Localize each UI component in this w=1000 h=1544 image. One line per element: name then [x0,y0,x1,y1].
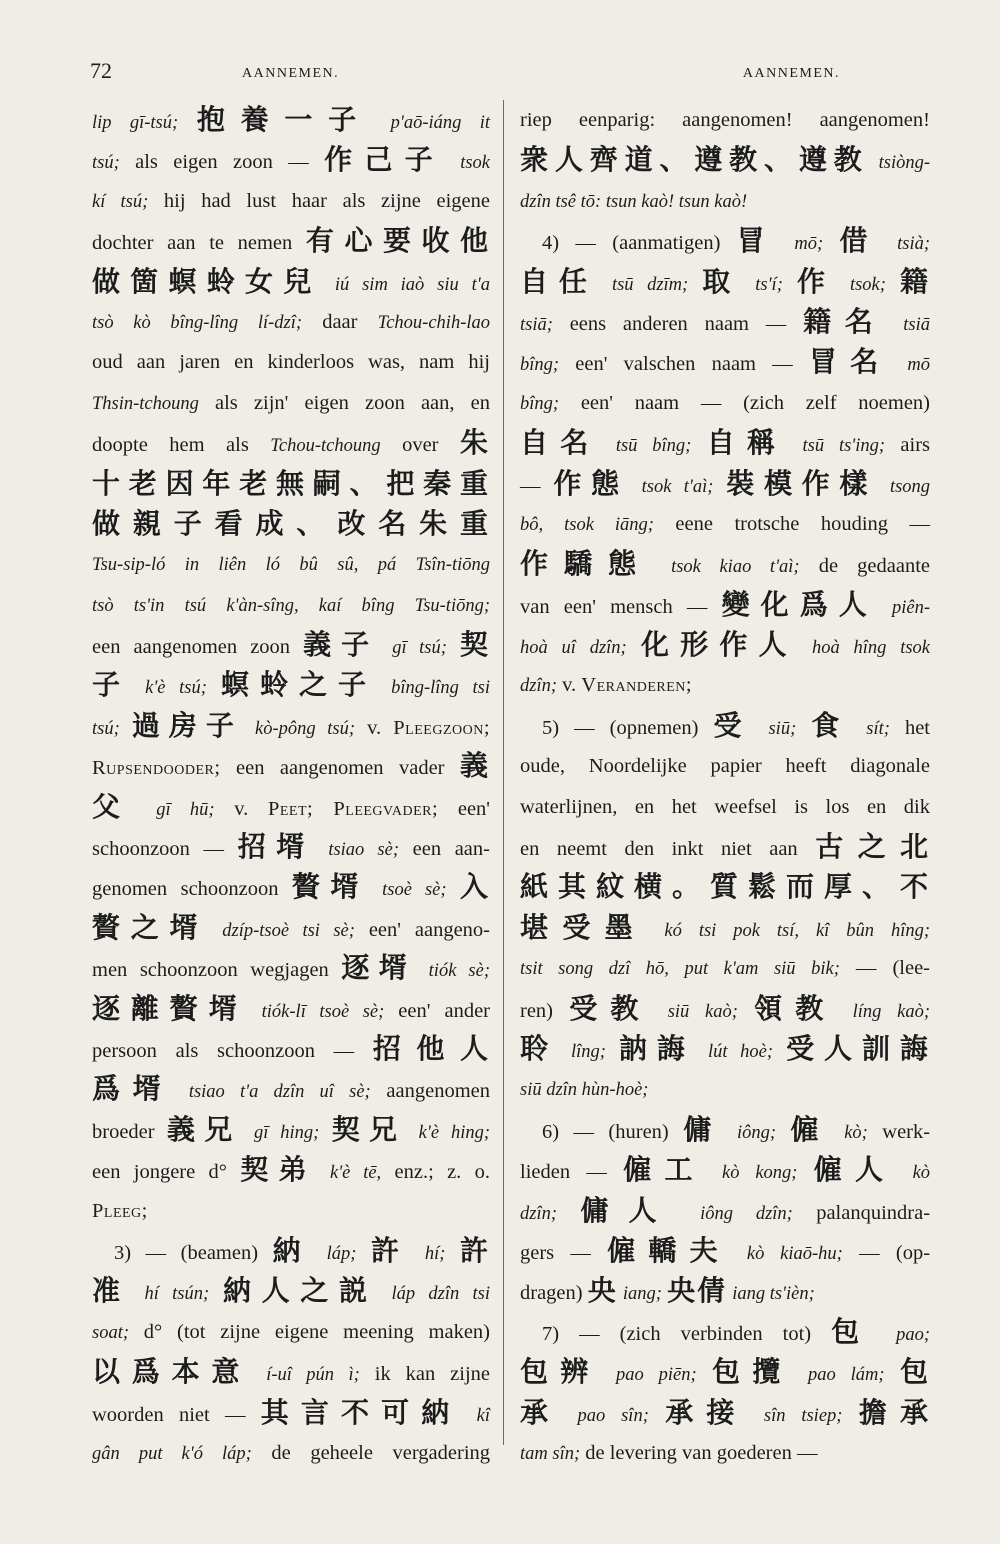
romanization: tsū bîng; [615,436,692,457]
romanization: hí tsún; [144,1284,210,1305]
chinese-characters: 父 [92,789,137,823]
chinese-characters: 准 [92,1274,131,1308]
dutch-text: eens anderen naam — [569,312,787,335]
chinese-characters: 自稱 [706,426,788,460]
text-line [520,706,930,746]
chinese-characters: 堪受墨 [520,910,647,944]
romanization: lîng; [571,1041,606,1062]
romanization: pao; [896,1324,930,1345]
text-line [92,989,490,1029]
text-line [520,1312,930,1352]
dutch-text: een aangenomen vader [236,757,445,780]
text-line [92,1352,490,1392]
dutch-text: een' valschen naam — [575,353,793,376]
text-line [520,1110,930,1150]
chinese-characters: 食 [811,708,852,742]
dutch-text: d° (tot zijne eigene meening maken) [143,1320,490,1343]
dutch-text: de levering van goederen — [585,1441,818,1464]
romanization: mō; [794,234,824,255]
chinese-characters: 螟蛉之子 [221,668,377,702]
text-line [520,746,930,786]
dutch-text: airs [900,434,931,457]
text-line [92,908,490,948]
cross-reference: Rupsendooder; [92,757,221,780]
dutch-text: een' [457,797,490,820]
romanization: pao piēn; [615,1365,697,1386]
romanization: iông; [736,1122,777,1143]
chinese-characters: 抱養一子 [196,103,372,136]
chinese-characters: 僱工 [623,1153,706,1187]
chinese-characters: 僱轎夫 [607,1233,731,1267]
text-line [520,1191,930,1231]
romanization: dzíp-tsoè tsi sè; [222,920,355,941]
text-line [92,1191,490,1231]
romanization: láp; [326,1243,357,1264]
dutch-text: de geheele vergadering [271,1441,491,1464]
romanization: dzîn tsê tō: tsun kaò! tsun kaò! [520,191,748,212]
dutch-text: dragen) [520,1282,583,1305]
chinese-characters: 傭人 [580,1193,677,1227]
chinese-characters: 包 [831,1314,877,1348]
romanization: Tchou-chih-lao [377,312,490,333]
chinese-characters: 籍 [899,264,930,298]
romanization: piên- [892,597,931,618]
romanization: iang ts'ièn; [732,1284,815,1305]
romanization: Tchou-tchoung [270,436,381,457]
romanization: iang; [622,1284,662,1305]
page-header [90,58,930,88]
text-line [520,1150,930,1190]
romanization: Thsin-tchoung [92,393,199,414]
chinese-characters: 受 [713,708,754,742]
romanization: pao lám; [808,1365,885,1386]
text-line [92,1231,490,1271]
chinese-characters: 逐離贅壻 [92,991,248,1025]
romanization: kò-pông tsú; [254,718,355,739]
dutch-text: palanquindra- [816,1201,931,1224]
dutch-text: gers — [520,1241,591,1264]
chinese-characters: 作態 [553,466,629,500]
chinese-characters: 有心要收他 [305,224,490,258]
text-line [520,787,930,827]
romanization: tsok t'aì; [641,476,714,497]
dutch-text: 5) — (opnemen) [542,716,699,739]
romanization: kî [476,1405,491,1426]
chinese-characters: 贅之壻 [92,910,209,944]
dutch-text: ren) [520,999,554,1022]
romanization: tsiòng- [878,153,930,174]
text-line [92,665,490,705]
text-line [92,827,490,867]
romanization: bîng; [520,355,560,376]
chinese-characters: 僱人 [813,1153,897,1187]
text-line [520,1393,930,1433]
dutch-text: eene trotsche houding — [675,512,930,535]
dutch-text: woorden niet — [92,1403,246,1426]
romanization: gī hing; [253,1122,320,1143]
romanization: tam sîn; [520,1443,581,1464]
text-line [520,181,930,221]
text-line [92,1029,490,1069]
running-head-left: AANNEMEN. [242,66,340,81]
text-line [92,706,490,746]
romanization: tsit song dzî hō, put k'am siū bik; [520,959,840,980]
dutch-text: — [520,474,541,497]
romanization: iú sim iaò siu t'a [334,274,490,295]
romanization: lút hoè; [708,1041,774,1062]
dutch-text: oude, Noordelijke papier heeft diagonale [520,755,930,778]
text-line [92,625,490,665]
text-line [92,585,490,625]
dutch-text: het [904,716,930,739]
dutch-text: men schoonzoon wegjagen [92,959,329,982]
chinese-characters: 受教 [569,991,652,1025]
chinese-characters: 十老因年老無嗣、把秦重 [92,466,490,500]
right-column [520,100,931,1464]
romanization: tsò kò bîng-lîng lí-dzî; [92,312,303,333]
dutch-text: als zijn' eigen zoon aan, en [215,391,490,414]
romanization: líng kaò; [852,1001,930,1022]
chinese-characters: 包辨 [520,1355,601,1389]
romanization: kò kiaō-hu; [746,1243,843,1264]
romanization: bîng; [520,393,560,414]
chinese-characters: 自任 [520,264,598,298]
romanization: soat; [92,1322,129,1343]
text-line [92,181,490,221]
chinese-characters: 僱 [790,1112,830,1146]
dutch-text: — (lee- [855,957,930,980]
chinese-characters: 包 [899,1355,930,1389]
chinese-characters: 納 [272,1233,313,1267]
dutch-text: een' aangeno- [368,918,490,941]
chinese-characters: 朱 [459,426,490,460]
romanization: siū dzîn hùn-hoè; [520,1080,649,1101]
chinese-characters: 籍名 [803,304,887,338]
chinese-characters: 領教 [754,991,837,1025]
dutch-text: als eigen zoon — [135,151,309,174]
text-line [92,423,490,463]
text-line [92,1433,490,1473]
text-line [92,746,490,786]
dutch-text: daar [322,310,358,333]
dutch-text: persoon als schoonzoon — [92,1039,355,1062]
chinese-characters: 義子 [303,628,380,662]
text-line [520,1271,930,1311]
text-line [520,1433,930,1473]
romanization: tsò ts'in tsú k'àn-sîng, kaí bîng Tsu-tiōng; [92,595,490,616]
text-line [92,342,490,382]
romanization: tsiā [903,314,931,335]
chinese-characters: 衆人齊道、遵教、遵教 [520,143,869,177]
chinese-characters: 爲壻 [92,1072,174,1106]
chinese-characters: 贅壻 [292,870,369,904]
text-line [520,221,930,261]
chinese-characters: 變化爲人 [721,587,878,621]
chinese-characters: 納人之説 [222,1274,378,1308]
chinese-characters: 作己子 [324,143,445,177]
romanization: pao sîn; [577,1405,649,1426]
cross-reference: Pleeg; [92,1199,148,1222]
text-line [520,1069,930,1109]
chinese-characters: 逐壻 [341,951,417,985]
text-line [520,262,930,302]
text-line [520,464,930,504]
text-line [520,383,930,423]
dutch-text: een aan- [412,838,490,861]
text-line [520,665,930,705]
romanization: tsok kiao t'aì; [671,557,800,578]
romanization: gân put k'ó láp; [92,1443,252,1464]
romanization: tsià; [897,234,930,255]
chinese-characters: 義 [459,749,490,783]
dutch-text: een' naam — (zich zelf noemen) [580,391,930,414]
chinese-characters: 傭 [683,1112,723,1146]
romanization: tsoè sè; [382,880,447,901]
romanization: hí; [424,1243,446,1264]
chinese-characters: 古之北 [815,830,930,864]
chinese-characters: 義兄 [167,1112,242,1146]
romanization: Tsu-sip-ló in liên ló bû sû, pá Tsîn-tiōng [92,555,490,576]
chinese-characters: 許 [370,1233,411,1267]
romanization: gī hū; [156,799,215,820]
text-line [92,1150,490,1190]
chinese-characters: 化形作人 [641,628,798,662]
chinese-characters: 做箇螟蛉女兒 [92,264,322,298]
chinese-characters: 央倩 [667,1274,728,1308]
romanization: kò; [844,1122,868,1143]
dutch-text: een jongere d° [92,1161,227,1184]
text-line [92,948,490,988]
chinese-characters: 擔承 [858,1395,930,1429]
romanization: gī tsú; [392,638,447,659]
romanization: ts'í; [755,274,783,295]
dutch-text: 7) — (zich verbinden tot) [542,1322,812,1345]
dutch-text: schoonzoon — [92,838,225,861]
dutch-text: genomen schoonzoon [92,878,279,901]
text-line [92,1271,490,1311]
text-line [520,585,930,625]
text-line [92,1312,490,1352]
romanization: siū kaò; [667,1001,738,1022]
dutch-text: een' ander [398,999,490,1022]
romanization: hoà hîng tsok [811,638,931,659]
chinese-characters: 招壻 [237,830,315,864]
page-number: 72 [90,58,112,83]
dutch-text: riep eenparig: aangenomen! aangenomen! [520,109,930,131]
chinese-characters: 訥誨 [619,1031,695,1065]
dutch-text: v. [367,716,382,739]
dutch-text: aangenomen [386,1080,490,1103]
chinese-characters: 取 [702,264,742,298]
chinese-characters: 作 [796,264,836,298]
text-line [92,464,490,504]
text-line [92,100,490,140]
chinese-characters: 央 [587,1274,618,1308]
romanization: p'aō-iáng it [390,113,490,133]
romanization: k'è tsú; [145,678,207,699]
romanization: tiók sè; [428,961,491,982]
romanization: iông dzîn; [700,1203,793,1224]
romanization: sîn tsiep; [763,1405,843,1426]
romanization: sít; [866,718,890,739]
romanization: tiók-lī tsoè sè; [261,1001,385,1022]
dutch-text: dochter aan te nemen [92,232,293,255]
chinese-characters: 以爲本意 [92,1355,252,1389]
dutch-text: ik kan zijne [374,1363,491,1386]
romanization: kó tsi pok tsí, kî bûn hîng; [664,920,930,941]
romanization: tsiā; [520,314,553,335]
romanization: lip gī-tsú; [92,113,179,133]
dutch-text: hij had lust haar als zijne eigene [163,189,490,212]
text-line [520,423,930,463]
text-line [520,1352,930,1392]
text-line [520,140,930,180]
romanization: tsū ts'ing; [802,436,886,457]
chinese-characters: 自名 [520,426,601,460]
romanization: bô, tsok iāng; [520,514,654,535]
chinese-characters: 子 [92,668,131,702]
romanization: kò kong; [722,1163,798,1184]
text-line [520,867,930,907]
chinese-characters: 契弟 [240,1153,317,1187]
romanization: siū; [768,718,797,739]
dutch-text: van een' mensch — [520,595,708,618]
romanization: tsiao t'a dzîn uî sè; [188,1082,371,1103]
romanization: k'è hing; [418,1122,490,1143]
cross-reference: Peet; Pleegvader; [267,797,439,820]
text-line [92,140,490,180]
romanization: kí tsú; [92,191,149,212]
text-line [92,867,490,907]
cross-reference: Pleegzoon; [393,716,491,739]
romanization: kò [912,1163,931,1184]
chinese-characters: 做親子看成、改名朱重 [92,506,490,540]
chinese-characters: 聆 [520,1031,558,1065]
romanization: í-uî pún ì; [266,1365,360,1386]
text-line [520,625,930,665]
chinese-characters: 過房子 [131,708,243,742]
chinese-characters: 許 [460,1233,491,1267]
romanization: mō [907,355,931,376]
chinese-characters: 冒名 [808,345,892,379]
text-line [520,302,930,342]
dutch-text: — (op- [859,1241,931,1264]
chinese-characters: 紙其紋横。質鬆而厚、不 [520,870,930,904]
left-column [92,100,491,1464]
running-head-right: AANNEMEN. [742,66,840,81]
chinese-characters: 包攬 [712,1355,793,1389]
dutch-text: waterlijnen, en het weefsel is los en dik [520,795,930,818]
text-line [92,262,490,302]
romanization: dzîn; [520,676,557,697]
text-line [520,908,930,948]
dutch-text: v. [562,674,577,697]
text-line [92,1110,490,1150]
chinese-characters: 承接 [665,1395,748,1429]
romanization: tsiao sè; [328,840,400,861]
romanization: hoà uî dzîn; [520,638,627,659]
text-line [92,302,490,342]
text-line [92,787,490,827]
dutch-text: doopte hem als [92,434,249,457]
romanization: tsok; [849,274,886,295]
chinese-characters: 裝模作樣 [726,466,878,500]
text-line [520,1231,930,1271]
chinese-characters: 招他人 [372,1031,490,1065]
dutch-text: 3) — (beamen) [114,1241,259,1264]
chinese-characters: 作驕態 [520,547,652,581]
dutch-text: lieden — [520,1161,607,1184]
text-line [92,221,490,261]
dutch-text: werk- [882,1120,931,1143]
romanization: tsū dzīm; [611,274,689,295]
chinese-characters: 契兄 [331,1112,407,1146]
chinese-characters: 受人訓誨 [786,1031,930,1065]
romanization: bîng-lîng tsi [391,678,491,699]
dutch-text: v. [234,797,249,820]
chinese-characters: 借 [839,224,881,258]
chinese-characters: 入 [459,870,490,904]
romanization: tsok [460,153,491,174]
dutch-text: oud aan jaren en kinderloos was, nam hij [92,351,490,374]
column-divider [503,100,504,1445]
chinese-characters: 冒 [736,224,779,258]
text-line [520,948,930,988]
dutch-text: over [402,434,439,457]
text-line [520,989,930,1029]
dutch-text: 6) — (huren) [542,1120,669,1143]
text-line [520,342,930,382]
dutch-text: broeder [92,1120,155,1143]
dutch-text: 4) — (aanmatigen) [542,232,721,255]
chinese-characters: 其言不可納 [260,1395,462,1429]
romanization: k'è tē, [330,1163,382,1184]
dutch-text: de gedaante [818,555,930,578]
text-line [520,100,930,140]
romanization: tsú; [92,153,120,174]
text-line [520,1029,930,1069]
cross-reference: Veranderen; [581,674,693,697]
chinese-characters: 契 [460,628,491,662]
text-line [520,544,930,584]
dutch-text: en neemt den inkt niet aan [520,838,798,861]
text-line [92,383,490,423]
text-line [520,827,930,867]
romanization: tsong [889,476,931,497]
romanization: láp dzîn tsi [391,1284,490,1305]
chinese-characters: 承 [520,1395,562,1429]
text-line [92,504,490,544]
text-line [92,544,490,584]
text-line [92,1069,490,1109]
dutch-text: enz.; z. o. [394,1161,490,1184]
text-line [92,1393,490,1433]
text-line [520,504,930,544]
dutch-text: een aangenomen zoon [92,636,291,659]
romanization: dzîn; [520,1203,557,1224]
romanization: tsú; [92,718,120,739]
